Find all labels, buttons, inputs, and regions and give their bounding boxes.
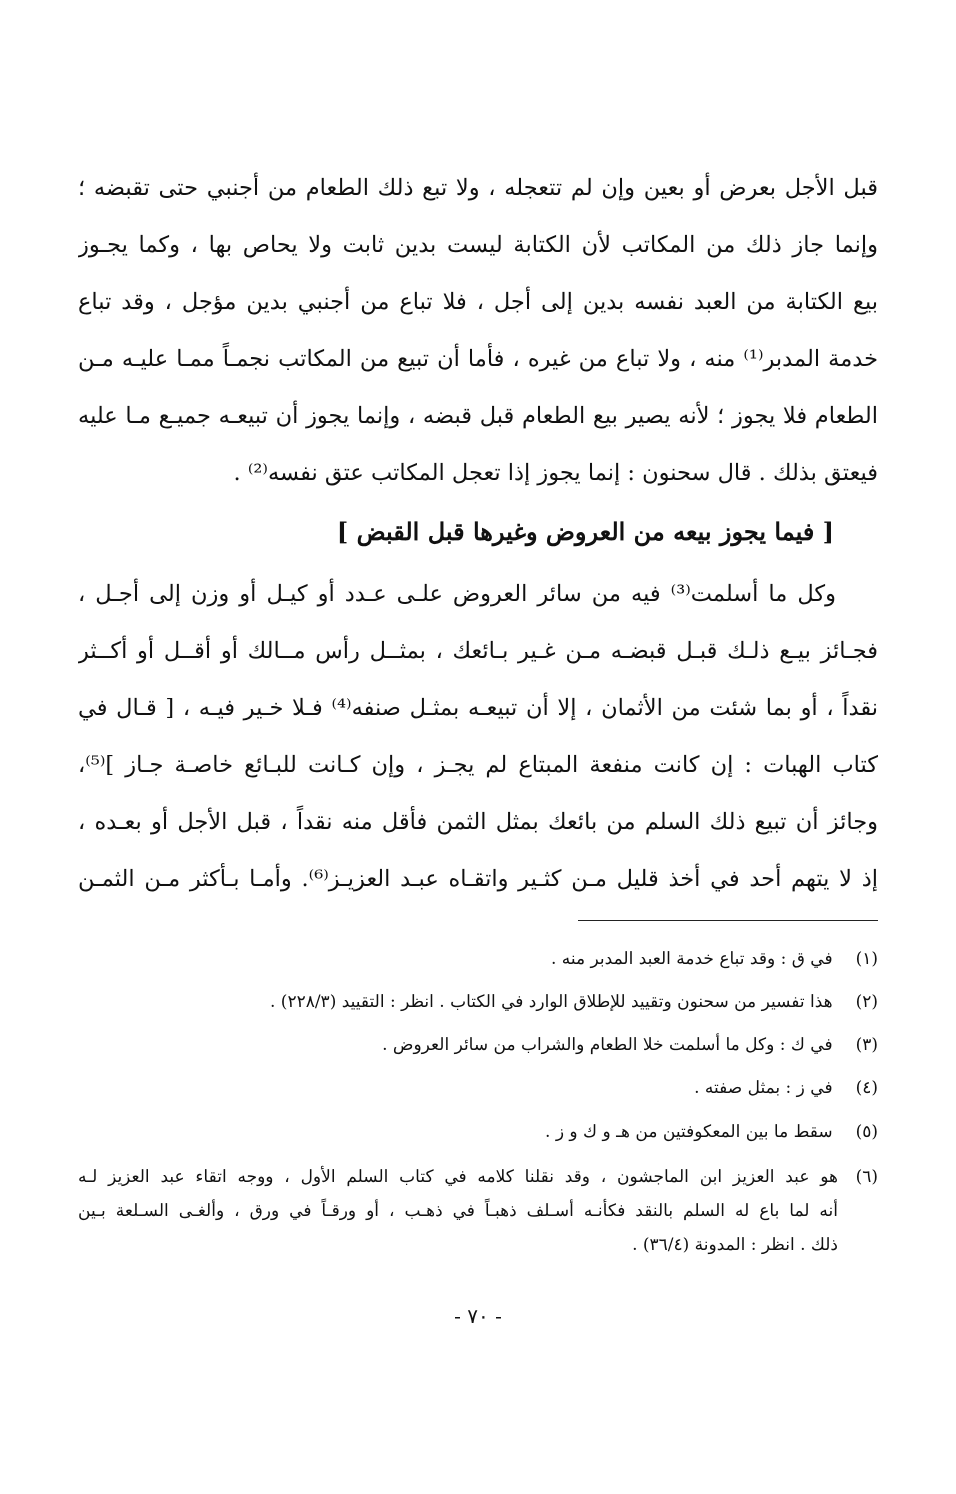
footnote-2 [78,985,878,1020]
paragraph-2-line-1: وكل ما أسلمت⁽³⁾ فيه من سائر العروض علـى عـدد أو كيـل أو وزن إلى أجـل ، [78,581,836,607]
footnote-2-number: (٢) [855,992,878,1012]
footnote-4-number: (٤) [855,1078,878,1098]
footnote-3-text: في ك : وكل ما أسلمت خلا الطعام والشراب من سائر العروض . [382,1035,833,1055]
paragraph-1-line-6: فيعتق بذلك . قال سحنون : إنما يجوز إذا تعجل المكاتب عتق نفسه⁽²⁾ . [233,460,878,486]
footnote-5-number: (٥) [855,1122,878,1142]
paragraph-2-line-5: وجائز أن تبيع ذلك السلم من بائعك بمثل الثمن فأقل منه نقداً ، قبل الأجل أو بعـده ، [78,809,878,835]
footnote-5 [78,1115,878,1150]
footnote-1-text: في ق : وقد تباع خدمة العبد المدبر منه . [550,949,833,969]
footnote-3 [78,1028,878,1063]
paragraph-1-line-5: الطعام فلا يجوز ؛ لأنه يصير بيع الطعام قبل قبضه ، وإنما يجوز أن تبيعـه جميـع مـا عليه [78,403,878,429]
footnote-3-number: (٣) [855,1035,878,1055]
footnote-5-text: سقط ما بين المعكوفتين من هـ و ك و ز . [545,1122,833,1142]
footnote-6-number: (٦) [855,1167,878,1187]
paragraph-2-line-3: نقداً ، أو بما شئت من الأثمان ، إلا أن تبيعـه بمثـل صنفه⁽⁴⁾ فـلا خـير فيـه ، [ قـال في [78,695,878,721]
paragraph-1 [78,160,878,502]
paragraph-1-line-1: قبل الأجل بعرض أو بعين وإن لم تتعجله ، ولا تبع ذلك الطعام من أجنبي حتى تقبضه ؛ [78,175,878,201]
footnote-6-line-2: أنه لما باع له السلم بالنقد فكأنـه أسـلف ذهبـاً في ذهـب ، أو ورقـاً في ورق ، وألغـى السـلعة بـين [78,1201,838,1221]
footnote-1-number: (١) [855,949,878,969]
paragraph-1-line-4: خدمة المدبر⁽¹⁾ منه ، ولا تباع من غيره ، فأما أن تبيع من المكاتب نجمـاً ممـا عليـه مـن [78,346,878,372]
paragraph-1-line-3: بيع الكتابة من العبد نفسه بدين إلى أجل ، فلا تباع من أجنبي بدين مؤجل ، وقد تباع [78,289,878,315]
section-heading: [ فيما يجوز بيعه من العروض وغيرها قبل القبض ] [336,517,834,546]
paragraph-1-line-2: وإنما جاز ذلك من المكاتب لأن الكتابة ليست بدين ثابت ولا يحاص بها ، وكما يجـوز [78,232,878,258]
footnote-6-text-1: هو عبد العزيز ابن الماجشون ، وقد نقلنا كلامه في كتاب السلم الأول ، ووجه اتقاء عبد العزيز لـه [78,1167,838,1187]
footnote-6 [78,1160,878,1262]
page-number: - ٧٠ - [454,1304,502,1328]
document-page [78,0,878,1494]
paragraph-2-line-6: إذ لا يتهم أحد في أخذ قليل مـن كثـير واتقـاه عبـد العزيـز⁽⁶⁾. وأمـا بـأكثر مـن الثمـن [78,866,878,892]
paragraph-2-line-2: فجـائز بيـع ذلـك قبـل قبضـه مـن غـير بـائعك ، بمثــل رأس مــالك أو أقــل أو أكــثر [78,638,878,664]
footnote-6-line-1 [78,1160,878,1194]
footnote-6-line-3: ذلك . انظر : المدونة (٣٦/٤) . [632,1235,838,1255]
footnote-2-text: هذا تفسير من سحنون وتقييد للإطلاق الوارد في الكتاب . انظر : التقييد (٢٢٨/٣) . [269,992,833,1012]
footnote-separator [578,920,878,921]
paragraph-2 [78,566,878,908]
footnote-4-text: في ز : بمثل صفته . [694,1078,833,1098]
footnote-1 [78,942,878,977]
footnote-4 [78,1071,878,1106]
paragraph-2-line-4: كتاب الهبات : إن كانت منفعة المبتاع لم يجـز ، وإن كـانت للبـائع خاصـة جـاز ]⁽⁵⁾، [78,752,878,778]
